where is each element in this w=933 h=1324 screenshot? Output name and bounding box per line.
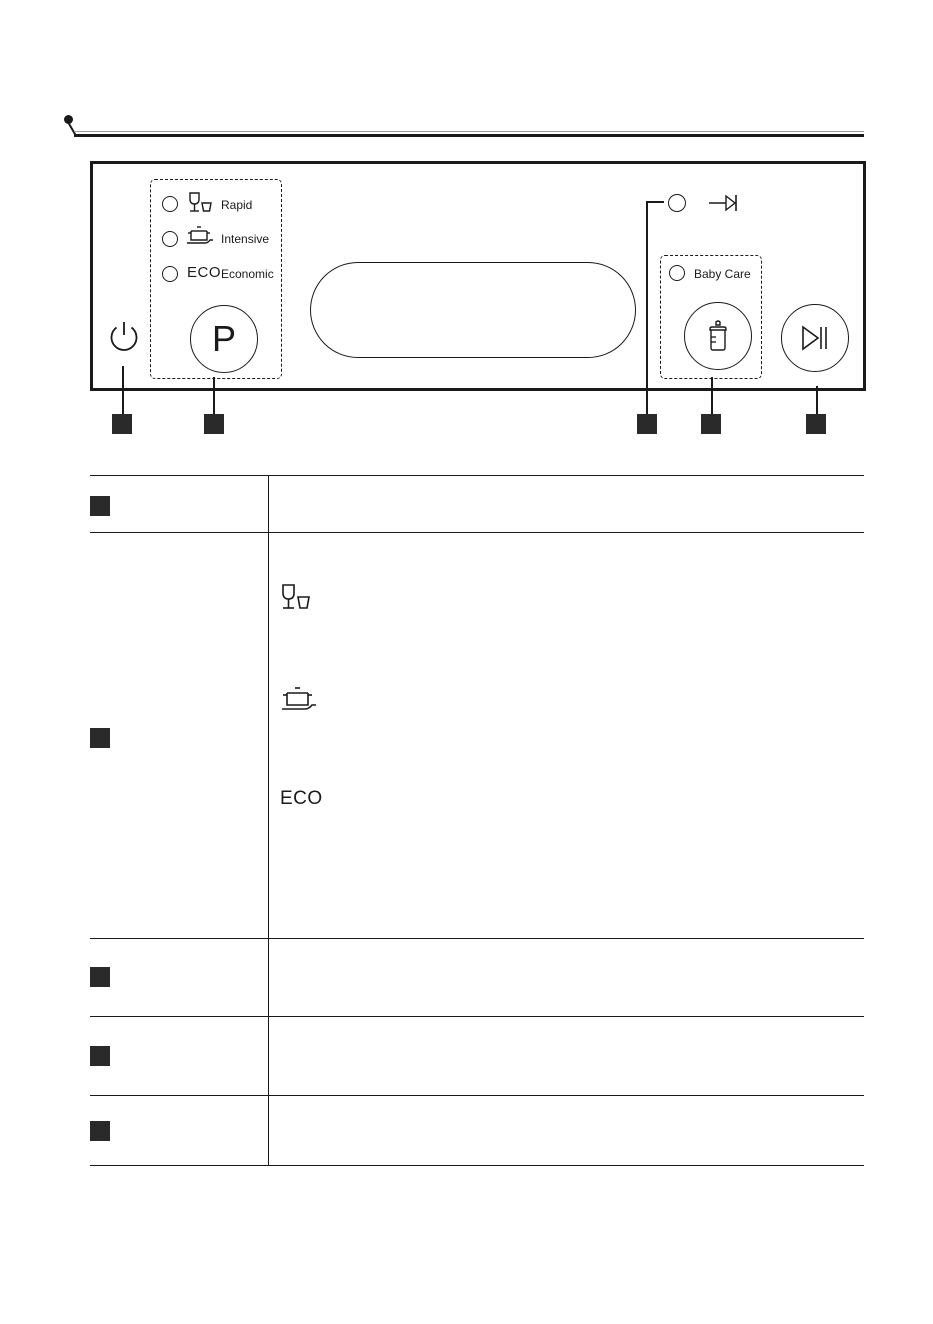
economic-label: Economic: [221, 267, 274, 281]
table-row: [90, 1095, 864, 1166]
table-key-cell: [90, 533, 269, 938]
marker-1: [112, 414, 132, 434]
baby-care-button[interactable]: [684, 302, 752, 370]
baby-care-led: [669, 265, 685, 281]
start-pause-button[interactable]: [781, 304, 849, 372]
power-icon[interactable]: [106, 319, 142, 355]
table-row: [90, 532, 864, 938]
description-table: [90, 475, 864, 1166]
delay-led: [668, 194, 686, 212]
callout-line-delay-h: [646, 201, 664, 203]
eco-icon: ECO: [187, 264, 222, 281]
table-key-cell: [90, 476, 269, 532]
eco-icon: ECO: [280, 788, 323, 809]
header-rule: [74, 134, 864, 137]
callout-line-delay: [646, 201, 648, 414]
marker-4: [90, 1046, 110, 1066]
baby-bottle-icon: [706, 320, 730, 352]
header-rule-thin: [74, 131, 864, 132]
callout-line-start: [816, 386, 818, 414]
rapid-led: [162, 196, 178, 212]
marker-3: [637, 414, 657, 434]
play-pause-icon: [800, 325, 830, 351]
marker-5: [806, 414, 826, 434]
marker-2: [90, 728, 110, 748]
intensive-led: [162, 231, 178, 247]
marker-3: [90, 967, 110, 987]
arrow-to-bar-icon: [707, 193, 739, 213]
rapid-label: Rapid: [221, 198, 253, 212]
table-row: [90, 1016, 864, 1095]
table-row: [90, 938, 864, 1016]
glass-cup-icon: [280, 583, 312, 613]
table-key-cell: [90, 1017, 269, 1095]
callout-line-baby-care: [711, 377, 713, 414]
callout-line-power: [122, 366, 124, 414]
marker-2: [204, 414, 224, 434]
control-panel: [90, 161, 866, 391]
callout-line-program: [213, 377, 215, 414]
pot-icon: [280, 685, 318, 717]
pot-icon: [186, 225, 214, 249]
intensive-label: Intensive: [221, 232, 270, 246]
program-icon: P: [211, 318, 236, 359]
marker-5: [90, 1121, 110, 1141]
marker-4: [701, 414, 721, 434]
program-button[interactable]: [190, 305, 258, 373]
display-window: [310, 262, 636, 358]
economic-led: [162, 266, 178, 282]
marker-1: [90, 496, 110, 516]
glass-cup-icon: [187, 191, 213, 215]
table-key-cell: [90, 939, 269, 1016]
table-key-cell: [90, 1096, 269, 1165]
baby-care-label: Baby Care: [694, 267, 751, 281]
table-row: [90, 475, 864, 532]
